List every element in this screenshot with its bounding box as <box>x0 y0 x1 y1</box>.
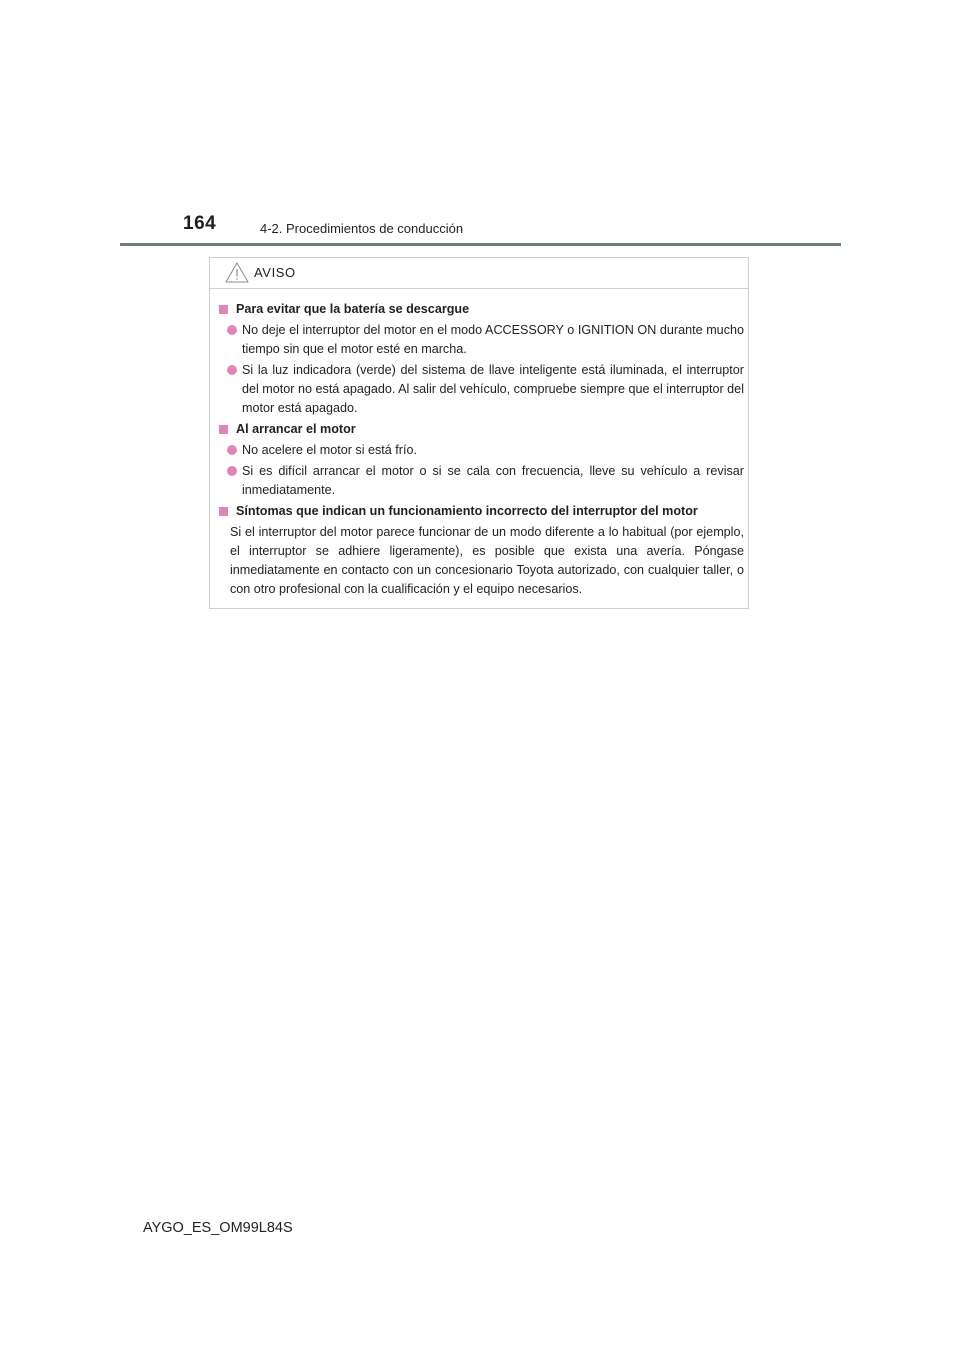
section-heading-starting <box>218 420 744 439</box>
section-title: 4-2. Procedimientos de conducción <box>260 221 464 236</box>
list-item-text: Si es difícil arrancar el motor o si se cala con frecuencia, lleve su vehículo a revisar inmediatamente. <box>242 464 744 497</box>
warning-title: AVISO <box>254 265 296 280</box>
list-item <box>218 321 744 359</box>
circle-bullet-icon <box>227 365 237 375</box>
square-bullet-icon <box>219 507 228 516</box>
section-heading-text: Para evitar que la batería se descargue <box>236 302 470 316</box>
section-heading-battery <box>218 300 744 319</box>
page-number: 164 <box>183 213 217 234</box>
warning-box <box>209 257 749 609</box>
list-item <box>218 462 744 500</box>
circle-bullet-icon <box>227 466 237 476</box>
square-bullet-icon <box>219 305 228 314</box>
list-item <box>218 361 744 418</box>
square-bullet-icon <box>219 425 228 434</box>
list-item-text: No acelere el motor si está frío. <box>242 443 417 457</box>
circle-bullet-icon <box>227 445 237 455</box>
section-heading-text: Síntomas que indican un funcionamiento incorrecto del interruptor del motor <box>236 504 698 518</box>
list-item-text: Si la luz indicadora (verde) del sistema de llave inteligente está iluminada, el interruptor del motor no está apagado. Al salir del vehículo, compruebe siempre que el interruptor del motor está apagado. <box>242 363 744 415</box>
section-paragraph: Si el interruptor del motor parece funcionar de un modo diferente a lo habitual (por ejemplo, el interruptor se adhiere ligeramente), es posible que exista una avería. Póngase inmediatamente en contacto con un concesionario Toyota autorizado, con cualquier taller, o con otro profesional con la cualificación y el equipo necesarios. <box>230 525 744 596</box>
warning-triangle-icon <box>225 262 249 283</box>
section-heading-symptoms <box>218 502 744 521</box>
circle-bullet-icon <box>227 325 237 335</box>
header-rule <box>120 243 841 246</box>
footer-code: AYGO_ES_OM99L84S <box>143 1220 293 1236</box>
warning-header <box>210 258 748 289</box>
list-item <box>218 441 744 460</box>
warning-body <box>218 300 744 601</box>
section-heading-text: Al arrancar el motor <box>236 422 356 436</box>
list-item-text: No deje el interruptor del motor en el modo ACCESSORY o IGNITION ON durante mucho tiempo sin que el motor esté en marcha. <box>242 323 744 356</box>
